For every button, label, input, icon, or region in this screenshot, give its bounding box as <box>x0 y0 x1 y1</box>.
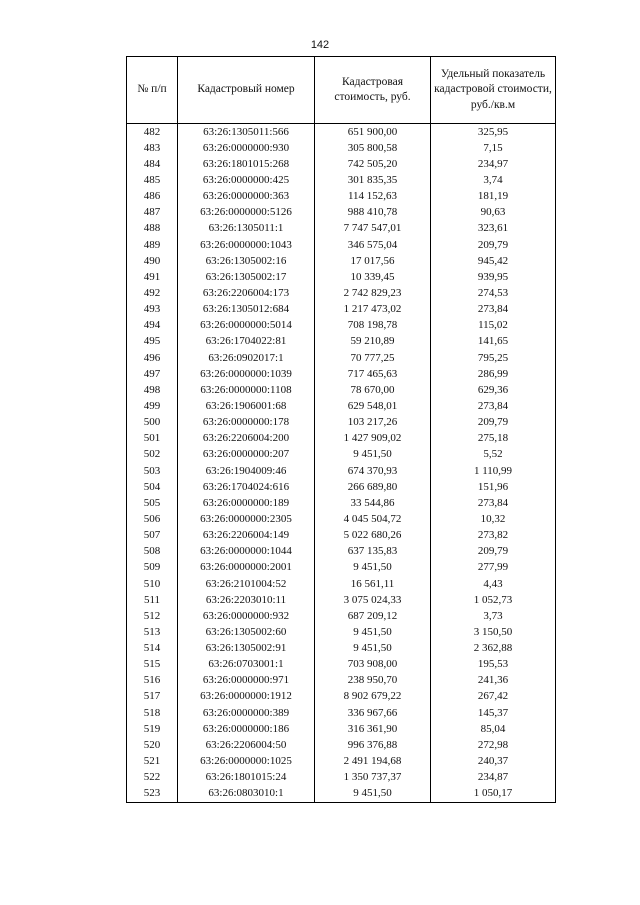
table-row <box>127 511 556 527</box>
cadastral-value-cell: 266 689,80 <box>315 479 431 495</box>
specific-index-cell: 273,84 <box>431 398 556 414</box>
specific-index-cell: 274,53 <box>431 285 556 301</box>
cadastral-value-cell: 2 491 194,68 <box>315 753 431 769</box>
specific-index-cell: 273,82 <box>431 528 556 544</box>
table-row <box>127 415 556 431</box>
row-num-cell: 506 <box>127 511 178 527</box>
specific-index-cell: 10,32 <box>431 511 556 527</box>
cadastral-value-cell: 9 451,50 <box>315 641 431 657</box>
table-row <box>127 753 556 769</box>
specific-index-cell: 209,79 <box>431 544 556 560</box>
cadastral-value-cell: 301 835,35 <box>315 172 431 188</box>
specific-index-cell: 234,87 <box>431 770 556 786</box>
specific-index-cell: 90,63 <box>431 205 556 221</box>
specific-index-cell: 1 052,73 <box>431 592 556 608</box>
cadastral-value-cell: 59 210,89 <box>315 334 431 350</box>
row-num-cell: 490 <box>127 253 178 269</box>
cadastral-number-cell: 63:26:0000000:932 <box>178 608 315 624</box>
cadastral-value-cell: 238 950,70 <box>315 673 431 689</box>
cadastral-number-cell: 63:26:2206004:173 <box>178 285 315 301</box>
cadastral-number-cell: 63:26:0000000:363 <box>178 189 315 205</box>
specific-index-cell: 272,98 <box>431 737 556 753</box>
cadastral-number-cell: 63:26:0000000:2305 <box>178 511 315 527</box>
cadastral-number-cell: 63:26:1305002:91 <box>178 641 315 657</box>
row-num-cell: 505 <box>127 495 178 511</box>
cadastral-number-cell: 63:26:0000000:186 <box>178 721 315 737</box>
row-num-cell: 492 <box>127 285 178 301</box>
table-row <box>127 479 556 495</box>
table-row <box>127 285 556 301</box>
specific-index-cell: 209,79 <box>431 237 556 253</box>
table-row <box>127 528 556 544</box>
specific-index-cell: 267,42 <box>431 689 556 705</box>
cadastral-number-cell: 63:26:0000000:971 <box>178 673 315 689</box>
row-num-cell: 495 <box>127 334 178 350</box>
row-num-cell: 499 <box>127 398 178 414</box>
cadastral-value-cell: 742 505,20 <box>315 156 431 172</box>
cadastral-value-cell: 70 777,25 <box>315 350 431 366</box>
table-row <box>127 544 556 560</box>
cadastral-number-cell: 63:26:0902017:1 <box>178 350 315 366</box>
cadastral-number-cell: 63:26:0000000:207 <box>178 447 315 463</box>
specific-index-cell: 945,42 <box>431 253 556 269</box>
cadastral-number-cell: 63:26:0000000:389 <box>178 705 315 721</box>
table-row <box>127 269 556 285</box>
cadastral-number-cell: 63:26:0000000:1044 <box>178 544 315 560</box>
row-num-cell: 509 <box>127 560 178 576</box>
cadastral-number-cell: 63:26:0000000:1039 <box>178 366 315 382</box>
row-num-cell: 484 <box>127 156 178 172</box>
specific-index-cell: 277,99 <box>431 560 556 576</box>
specific-index-cell: 240,37 <box>431 753 556 769</box>
table-row <box>127 495 556 511</box>
cadastral-number-cell: 63:26:0000000:1043 <box>178 237 315 253</box>
row-num-cell: 522 <box>127 770 178 786</box>
row-num-cell: 507 <box>127 528 178 544</box>
cadastral-value-cell: 33 544,86 <box>315 495 431 511</box>
table-row <box>127 463 556 479</box>
cadastral-number-cell: 63:26:1801015:24 <box>178 770 315 786</box>
row-num-cell: 489 <box>127 237 178 253</box>
cadastral-number-cell: 63:26:0000000:178 <box>178 415 315 431</box>
cadastral-number-cell: 63:26:1305012:684 <box>178 302 315 318</box>
cadastral-number-cell: 63:26:1305011:1 <box>178 221 315 237</box>
table-row <box>127 156 556 172</box>
row-num-cell: 488 <box>127 221 178 237</box>
cadastral-number-cell: 63:26:0000000:1025 <box>178 753 315 769</box>
table-row <box>127 124 556 141</box>
row-num-cell: 515 <box>127 657 178 673</box>
table-row <box>127 398 556 414</box>
cadastral-number-cell: 63:26:0703001:1 <box>178 657 315 673</box>
cadastral-value-cell: 674 370,93 <box>315 463 431 479</box>
table-row <box>127 205 556 221</box>
row-num-cell: 482 <box>127 124 178 141</box>
table-row <box>127 431 556 447</box>
header-cadastral-number: Кадастровый номер <box>178 57 315 124</box>
header-num: № п/п <box>127 57 178 124</box>
table-row <box>127 237 556 253</box>
row-num-cell: 500 <box>127 415 178 431</box>
cadastral-value-cell: 316 361,90 <box>315 721 431 737</box>
cadastral-number-cell: 63:26:2206004:50 <box>178 737 315 753</box>
cadastral-value-cell: 8 902 679,22 <box>315 689 431 705</box>
specific-index-cell: 3,73 <box>431 608 556 624</box>
row-num-cell: 502 <box>127 447 178 463</box>
row-num-cell: 487 <box>127 205 178 221</box>
table-row <box>127 302 556 318</box>
specific-index-cell: 7,15 <box>431 140 556 156</box>
cadastral-value-cell: 717 465,63 <box>315 366 431 382</box>
table-row <box>127 770 556 786</box>
specific-index-cell: 325,95 <box>431 124 556 141</box>
cadastral-value-cell: 996 376,88 <box>315 737 431 753</box>
cadastral-number-cell: 63:26:1305002:17 <box>178 269 315 285</box>
row-num-cell: 512 <box>127 608 178 624</box>
cadastral-number-cell: 63:26:0000000:930 <box>178 140 315 156</box>
row-num-cell: 496 <box>127 350 178 366</box>
cadastral-value-cell: 629 548,01 <box>315 398 431 414</box>
specific-index-cell: 795,25 <box>431 350 556 366</box>
cadastral-value-cell: 78 670,00 <box>315 382 431 398</box>
specific-index-cell: 323,61 <box>431 221 556 237</box>
specific-index-cell: 286,99 <box>431 366 556 382</box>
specific-index-cell: 3,74 <box>431 172 556 188</box>
cadastral-value-cell: 1 427 909,02 <box>315 431 431 447</box>
table-row <box>127 334 556 350</box>
table-row <box>127 447 556 463</box>
table-row <box>127 786 556 803</box>
cadastral-value-cell: 1 217 473,02 <box>315 302 431 318</box>
row-num-cell: 497 <box>127 366 178 382</box>
row-num-cell: 523 <box>127 786 178 803</box>
row-num-cell: 520 <box>127 737 178 753</box>
cadastral-number-cell: 63:26:0000000:2001 <box>178 560 315 576</box>
header-specific-index: Удельный показатель кадастровой стоимости, руб./кв.м <box>431 57 556 124</box>
cadastral-number-cell: 63:26:2206004:200 <box>178 431 315 447</box>
table-row <box>127 721 556 737</box>
specific-index-cell: 181,19 <box>431 189 556 205</box>
cadastral-value-cell: 4 045 504,72 <box>315 511 431 527</box>
cadastral-number-cell: 63:26:1801015:268 <box>178 156 315 172</box>
row-num-cell: 494 <box>127 318 178 334</box>
cadastral-value-cell: 637 135,83 <box>315 544 431 560</box>
row-num-cell: 486 <box>127 189 178 205</box>
specific-index-cell: 2 362,88 <box>431 641 556 657</box>
row-num-cell: 498 <box>127 382 178 398</box>
table-row <box>127 689 556 705</box>
table-row <box>127 624 556 640</box>
specific-index-cell: 151,96 <box>431 479 556 495</box>
cadastral-number-cell: 63:26:0803010:1 <box>178 786 315 803</box>
row-num-cell: 516 <box>127 673 178 689</box>
cadastral-value-cell: 336 967,66 <box>315 705 431 721</box>
specific-index-cell: 939,95 <box>431 269 556 285</box>
specific-index-cell: 273,84 <box>431 302 556 318</box>
specific-index-cell: 234,97 <box>431 156 556 172</box>
row-num-cell: 483 <box>127 140 178 156</box>
cadastral-value-cell: 7 747 547,01 <box>315 221 431 237</box>
table-row <box>127 172 556 188</box>
cadastral-value-cell: 16 561,11 <box>315 576 431 592</box>
row-num-cell: 485 <box>127 172 178 188</box>
specific-index-cell: 241,36 <box>431 673 556 689</box>
specific-index-cell: 209,79 <box>431 415 556 431</box>
cadastral-value-cell: 9 451,50 <box>315 447 431 463</box>
cadastral-value-cell: 988 410,78 <box>315 205 431 221</box>
cadastral-number-cell: 63:26:2203010:11 <box>178 592 315 608</box>
cadastral-value-cell: 708 198,78 <box>315 318 431 334</box>
table-row <box>127 592 556 608</box>
cadastral-value-cell: 346 575,04 <box>315 237 431 253</box>
page-number: 142 <box>310 39 330 51</box>
table-row <box>127 318 556 334</box>
row-num-cell: 493 <box>127 302 178 318</box>
specific-index-cell: 115,02 <box>431 318 556 334</box>
cadastral-number-cell: 63:26:0000000:425 <box>178 172 315 188</box>
cadastral-number-cell: 63:26:1704024:616 <box>178 479 315 495</box>
row-num-cell: 513 <box>127 624 178 640</box>
table-row <box>127 737 556 753</box>
table-row <box>127 366 556 382</box>
table-row <box>127 382 556 398</box>
row-num-cell: 518 <box>127 705 178 721</box>
cadastral-number-cell: 63:26:1704022:81 <box>178 334 315 350</box>
cadastral-value-cell: 305 800,58 <box>315 140 431 156</box>
table-row <box>127 221 556 237</box>
table-row <box>127 657 556 673</box>
row-num-cell: 514 <box>127 641 178 657</box>
cadastral-number-cell: 63:26:2206004:149 <box>178 528 315 544</box>
cadastral-table <box>126 56 556 803</box>
cadastral-number-cell: 63:26:1305002:16 <box>178 253 315 269</box>
table-row <box>127 189 556 205</box>
table-row <box>127 673 556 689</box>
row-num-cell: 508 <box>127 544 178 560</box>
cadastral-number-cell: 63:26:0000000:5126 <box>178 205 315 221</box>
row-num-cell: 521 <box>127 753 178 769</box>
row-num-cell: 511 <box>127 592 178 608</box>
specific-index-cell: 275,18 <box>431 431 556 447</box>
cadastral-value-cell: 10 339,45 <box>315 269 431 285</box>
table-row <box>127 560 556 576</box>
table-row <box>127 253 556 269</box>
cadastral-number-cell: 63:26:0000000:5014 <box>178 318 315 334</box>
specific-index-cell: 195,53 <box>431 657 556 673</box>
cadastral-value-cell: 3 075 024,33 <box>315 592 431 608</box>
table-body <box>127 124 556 803</box>
row-num-cell: 501 <box>127 431 178 447</box>
cadastral-number-cell: 63:26:2101004:52 <box>178 576 315 592</box>
cadastral-value-cell: 17 017,56 <box>315 253 431 269</box>
cadastral-number-cell: 63:26:0000000:1912 <box>178 689 315 705</box>
table-header-row <box>127 57 556 124</box>
cadastral-number-cell: 63:26:0000000:1108 <box>178 382 315 398</box>
cadastral-number-cell: 63:26:1904009:46 <box>178 463 315 479</box>
cadastral-value-cell: 703 908,00 <box>315 657 431 673</box>
cadastral-number-cell: 63:26:1906001:68 <box>178 398 315 414</box>
row-num-cell: 491 <box>127 269 178 285</box>
specific-index-cell: 273,84 <box>431 495 556 511</box>
cadastral-value-cell: 114 152,63 <box>315 189 431 205</box>
cadastral-value-cell: 687 209,12 <box>315 608 431 624</box>
specific-index-cell: 85,04 <box>431 721 556 737</box>
specific-index-cell: 1 110,99 <box>431 463 556 479</box>
row-num-cell: 519 <box>127 721 178 737</box>
row-num-cell: 503 <box>127 463 178 479</box>
cadastral-number-cell: 63:26:1305002:60 <box>178 624 315 640</box>
cadastral-value-cell: 9 451,50 <box>315 560 431 576</box>
cadastral-number-cell: 63:26:1305011:566 <box>178 124 315 141</box>
table-row <box>127 641 556 657</box>
table-row <box>127 140 556 156</box>
specific-index-cell: 145,37 <box>431 705 556 721</box>
table-row <box>127 705 556 721</box>
cadastral-value-cell: 9 451,50 <box>315 786 431 803</box>
cadastral-value-cell: 651 900,00 <box>315 124 431 141</box>
cadastral-value-cell: 1 350 737,37 <box>315 770 431 786</box>
cadastral-value-cell: 5 022 680,26 <box>315 528 431 544</box>
header-cadastral-value: Кадастровая стоимость, руб. <box>315 57 431 124</box>
specific-index-cell: 5,52 <box>431 447 556 463</box>
cadastral-value-cell: 9 451,50 <box>315 624 431 640</box>
table-row <box>127 576 556 592</box>
specific-index-cell: 1 050,17 <box>431 786 556 803</box>
specific-index-cell: 629,36 <box>431 382 556 398</box>
table-row <box>127 608 556 624</box>
cadastral-value-cell: 103 217,26 <box>315 415 431 431</box>
cadastral-number-cell: 63:26:0000000:189 <box>178 495 315 511</box>
row-num-cell: 517 <box>127 689 178 705</box>
row-num-cell: 510 <box>127 576 178 592</box>
specific-index-cell: 4,43 <box>431 576 556 592</box>
table-row <box>127 350 556 366</box>
specific-index-cell: 141,65 <box>431 334 556 350</box>
cadastral-value-cell: 2 742 829,23 <box>315 285 431 301</box>
specific-index-cell: 3 150,50 <box>431 624 556 640</box>
row-num-cell: 504 <box>127 479 178 495</box>
